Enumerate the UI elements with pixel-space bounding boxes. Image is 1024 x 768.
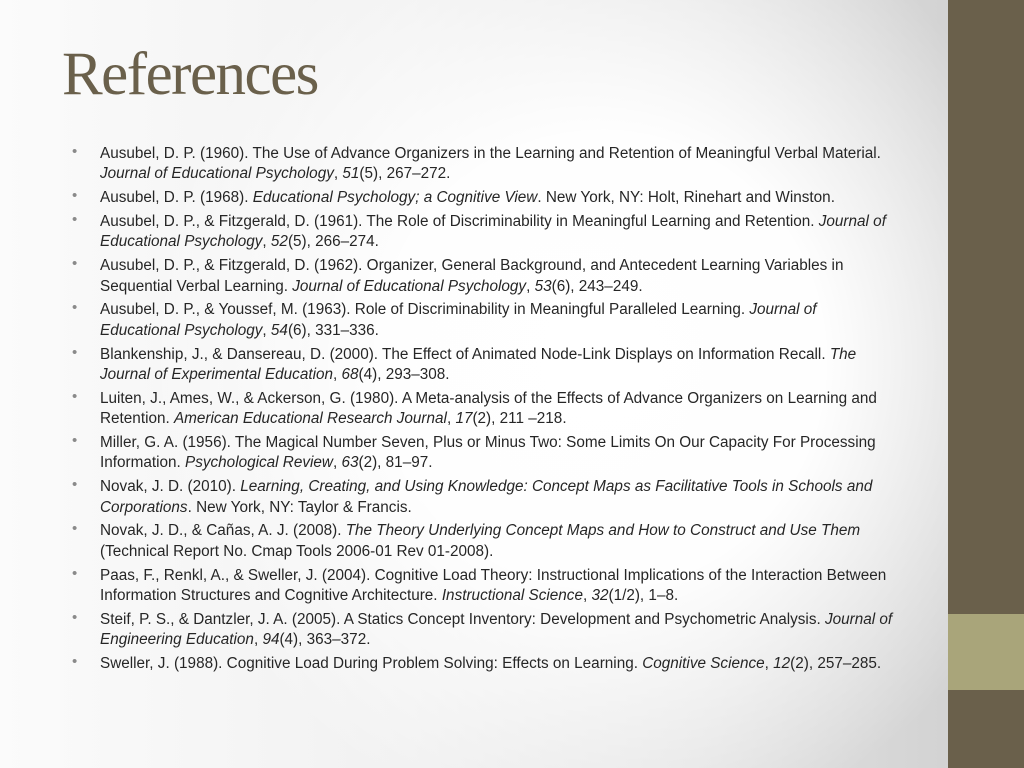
reference-item	[72, 300, 894, 341]
reference-text: (1/2), 1–8.	[608, 587, 679, 605]
bullet-icon: •	[72, 343, 78, 361]
reference-text: Steif, P. S., & Dantzler, J. A. (2005). A Statics Concept Inventory: Development and Psychometric Analysis.	[100, 610, 825, 628]
reference-text: (5), 266–274.	[287, 233, 379, 251]
reference-italic-text: Cognitive Science	[642, 655, 765, 673]
reference-text: Luiten, J., Ames, W., & Ackerson, G. (1980). A Meta-analysis of the Effects of Advance Organizers on Learning and Retention.	[100, 389, 877, 428]
reference-item	[72, 212, 894, 253]
reference-text: ,	[333, 366, 342, 384]
reference-italic-text: Journal of Educational Psychology	[100, 165, 334, 183]
bullet-icon: •	[72, 564, 78, 582]
reference-item	[72, 256, 894, 297]
reference-item	[72, 610, 894, 651]
bullet-icon: •	[72, 653, 78, 671]
reference-item	[72, 521, 894, 562]
reference-text: (2), 81–97.	[358, 454, 433, 472]
reference-text: . New York, NY: Taylor & Francis.	[187, 498, 412, 516]
reference-text: Novak, J. D., & Cañas, A. J. (2008).	[100, 522, 346, 540]
reference-italic-text: 12	[773, 655, 791, 673]
reference-text: (6), 331–336.	[287, 321, 379, 339]
reference-italic-text: Learning, Creating, and Using Knowledge: Concept Maps as Facilitative Tools in Schools and Corporations	[100, 478, 873, 516]
references-list	[72, 144, 894, 678]
reference-item	[72, 433, 894, 474]
reference-text: Ausubel, D. P., & Fitzgerald, D. (1962). Organizer, General Background, and Antecedent Learning Variables in Sequential Verbal Learning.	[100, 257, 844, 295]
reference-text: Blankenship, J., & Dansereau, D. (2000). The Effect of Animated Node-Link Displays on Information Recall.	[100, 345, 830, 363]
reference-italic-text: 54	[270, 321, 288, 339]
reference-item	[72, 389, 894, 430]
reference-text: (6), 243–249.	[551, 277, 643, 295]
reference-italic-text: 52	[270, 233, 288, 251]
reference-italic-text: The Journal of Experimental Education	[100, 345, 857, 384]
reference-italic-text: Journal of Educational Psychology	[292, 277, 527, 295]
reference-text: Ausubel, D. P., & Youssef, M. (1963). Role of Discriminability in Meaningful Paralleled Learning.	[100, 301, 750, 319]
reference-text: ,	[764, 655, 774, 673]
reference-text: Ausubel, D. P. (1960). The Use of Advance Organizers in the Learning and Retention of Meaningful Verbal Material.	[100, 145, 881, 162]
reference-text: (4), 363–372.	[279, 631, 371, 649]
reference-item	[72, 345, 894, 386]
reference-text: (2), 211 –218.	[472, 410, 567, 428]
slide-title: References	[62, 41, 318, 108]
reference-text: (4), 293–308.	[358, 366, 450, 384]
reference-italic-text: American Educational Research Journal	[173, 410, 447, 428]
reference-italic-text: Educational Psychology; a Cognitive View	[252, 189, 538, 207]
reference-italic-text: Journal of Educational Psychology	[100, 301, 817, 339]
bullet-icon: •	[72, 187, 78, 205]
reference-text: ,	[582, 587, 592, 605]
reference-text: Paas, F., Renkl, A., & Sweller, J. (2004). Cognitive Load Theory: Instructional Implications of the Interaction Between Information Structures and Cognitive Architecture.	[100, 566, 887, 605]
reference-text: (Technical Report No. Cmap Tools 2006-01 Rev 01-2008).	[100, 542, 494, 560]
reference-text: Ausubel, D. P. (1968).	[100, 189, 253, 207]
reference-text: . New York, NY: Holt, Rinehart and Winston.	[537, 189, 835, 207]
reference-text: ,	[332, 454, 342, 472]
reference-italic-text: 63	[341, 454, 359, 472]
reference-italic-text: Instructional Science	[441, 587, 583, 605]
bullet-icon: •	[72, 143, 78, 160]
reference-text: Miller, G. A. (1956). The Magical Number Seven, Plus or Minus Two: Some Limits On Our Capacity For Processing Information.	[100, 434, 876, 472]
reference-text: ,	[262, 233, 271, 251]
bullet-icon: •	[72, 476, 78, 494]
reference-text: ,	[262, 321, 271, 339]
bullet-icon: •	[72, 211, 78, 228]
reference-italic-text: Journal of Engineering Education	[100, 610, 893, 649]
bullet-icon: •	[72, 520, 78, 538]
reference-italic-text: The Theory Underlying Concept Maps and How to Construct and Use Them	[345, 522, 861, 540]
reference-text: Novak, J. D. (2010).	[100, 478, 241, 496]
reference-item	[72, 144, 894, 185]
reference-item	[72, 654, 894, 674]
reference-text: ,	[446, 410, 456, 428]
reference-text: Sweller, J. (1988). Cognitive Load During Problem Solving: Effects on Learning.	[100, 655, 643, 673]
reference-text: (2), 257–285.	[790, 655, 882, 673]
reference-item	[72, 188, 894, 208]
bullet-icon: •	[72, 432, 78, 450]
reference-text: Ausubel, D. P., & Fitzgerald, D. (1961). The Role of Discriminability in Meaningful Learning and Retention.	[100, 213, 819, 230]
reference-italic-text: 51	[342, 165, 360, 183]
bullet-icon: •	[72, 608, 78, 626]
reference-italic-text: Journal of Educational Psychology	[100, 213, 886, 251]
reference-italic-text: 32	[591, 587, 609, 605]
side-decor-accent-block	[948, 614, 1024, 690]
reference-italic-text: Psychological Review	[185, 454, 333, 472]
bullet-icon: •	[72, 387, 78, 405]
reference-italic-text: 94	[262, 631, 280, 649]
reference-text: ,	[253, 631, 263, 649]
reference-item	[72, 477, 894, 518]
reference-italic-text: 53	[534, 277, 552, 295]
reference-text: ,	[333, 165, 343, 183]
reference-text: ,	[526, 277, 535, 295]
bullet-icon: •	[72, 255, 78, 273]
bullet-icon: •	[72, 299, 78, 317]
reference-italic-text: 17	[455, 410, 473, 428]
reference-item	[72, 566, 894, 607]
reference-italic-text: 68	[341, 366, 359, 384]
reference-text: (5), 267–272.	[359, 165, 451, 183]
